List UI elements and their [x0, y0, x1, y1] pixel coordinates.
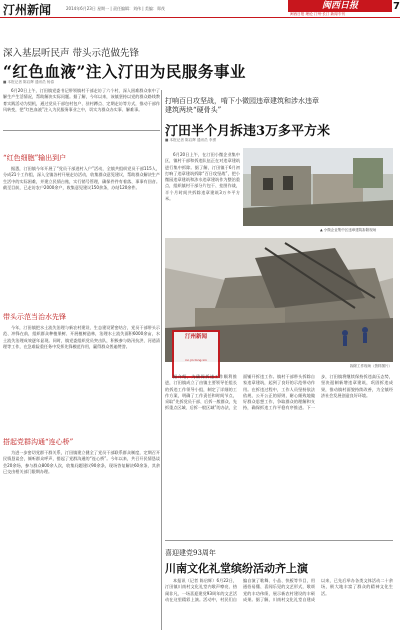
subhead-2: 带头示范当治水先锋 — [3, 313, 66, 321]
stamp-subtitle: rui·jin·tong·xin — [185, 358, 207, 362]
demolition-photo-small — [243, 148, 393, 226]
article-text-3: 为进一步密切党群干群关系，汀田镇建立健全了党员干部联系群众制度，定期召开民情恳谈会，倾听群众呼声，搭起了党群沟通的“连心桥”。今年以来，共召开民情恳谈会20余场，参与群众800余人次，收集问题建议90余条，现场答复解决60余条，其余已交由相关部门限期办理。 — [3, 450, 160, 474]
photo-caption-1: ▲ 小微企业集中区违章建筑拆除现场 — [320, 228, 377, 232]
lead-intro: 6月20日上午，汀田镇党委书记带领镇村干部走访了六个村，深入困难群众家中了解生产生活情况，帮助解决实际问题。据了解，今年以来，该镇坚持以党的群众路线教育实践活动为契机，通过党员干部包村包户、驻村蹲点、定期走访等方式，推动干部作风转变，把“红色血液”注入为民服务事业之中，切实为群众办实事、解难事。 — [3, 88, 160, 112]
lead-kicker: 深入基层听民声 带头示范做先锋 — [3, 48, 140, 59]
bottom-headline: 川南文化礼堂缤纷活动齐上演 — [165, 562, 308, 575]
newspaper-tagline: 闽西日报 理论 汀州·长汀 新闻专刊 — [290, 12, 345, 16]
masthead — [0, 0, 400, 18]
right-intro: 6月20日上午，在汀田小微企业集中区，镇村干部和拆违队伍正在对违章建筑进行集中拆除。据了解，汀田镇于6月初打响了违章建筑拆除“百日攻坚战”，把小微园违章建筑和涉水违章建筑作为整治重点，组织镇村干部分片包干、挂图作战，半个月时间共拆除违章建筑3万多平方米。 — [165, 152, 240, 202]
right-kicker-line2: 建筑两块“硬骨头” — [165, 106, 222, 114]
newspaper-logo: 闽西日报 — [288, 0, 392, 12]
column-divider — [161, 90, 162, 630]
lead-byline: ■ 本报记者 陈启辉 通讯员 杨春 — [3, 80, 55, 84]
photo-caption-2: 拆除工作现场（资料图片） — [350, 364, 392, 368]
lead-headline: “红色血液”注入汀田为民服务事业 — [3, 62, 246, 81]
right-headline: 汀田半个月拆违3万多平方米 — [165, 124, 331, 139]
divider — [3, 130, 160, 131]
issue-meta: 2014年6月23日 星期一 | 责任编辑：刘伟 | 美编：郑茂 — [66, 6, 165, 11]
right-byline: ■ 本报记者 陈启辉 通讯员 李勇 — [165, 138, 217, 142]
article-text-2: 今年，汀田镇把水土流失治理与新农村建设、生态建设紧密结合，党员干部带头示范、冲锋在前，组织群众种植果树、开展植树造林，治理水土流失面积6000余亩，水土流失治理成效逐年显现。同时，镇党委组织党员突击队，积极参与防汛抗洪、河道清理等工作，在急难险重任务中发挥先锋模范作用，赢得群众普遍赞誉。 — [3, 325, 160, 349]
article-text-1: 据悉，汀田镇今年开展了“党员干部进村入户”活动，全镇共组织党员干部115人，分成21个工作组，深入全镇各村开展走访活动，收集群众意见建议，帮助群众解决生产生活中的实际困难，并建立民情台账，实行销号管理，确保件件有着落、事事有回音。截至目前，已走访农户2000余户，收集意见建议150余条，办结120余件。 — [3, 166, 160, 190]
bottom-kicker: 喜迎建党93周年 — [165, 549, 216, 557]
newspaper-stamp-logo — [172, 330, 220, 378]
page-number: 7 — [393, 1, 400, 12]
right-body: 据介绍，为确保拆违工作顺利推进，汀田镇成立了由镇主要领导任组长的拆违工作领导小组，制定了详细的工作方案，明确了工作责任和时间节点，采取“先拆党员干部、后拆一般群众，先拆重点区域、后拆一般区域”的办法，全面铺开拆违工作。镇村干部带头拆除自家违章建筑，起到了良好的示范带动作用。在拆违过程中，工作人员坚持依法依规、公开公正的原则，耐心细致地做好群众思想工作，争取群众的理解和支持，确保拆违工作平稳有序推进。下一步，汀田镇将继续保持拆违高压态势，坚决遏制新增违章建筑，巩固拆违成果，推动镇村面貌持续改善，为全镇经济社会发展创造良好环境。 — [165, 374, 393, 411]
right-kicker-line1: 打响百日攻坚战，啃下小微园违章建筑和涉水违章 — [165, 97, 319, 105]
bottom-body: 本报讯（记者 陈启辉）6月22日，汀田镇川南村文化礼堂内歌声嘹亮、热闹非凡，一场喜迎建党93周年的文艺活动在这里精彩上演。活动中，村民们自编自演了歌舞、小品、快板等节目，用通俗易懂、喜闻乐见的文艺形式，歌颂党的丰功伟绩，展示新农村建设的丰硕成果。据了解，川南村文化礼堂自建成以来，已先后举办各类文体活动二十余场，极大地丰富了群众的精神文化生活。 — [165, 578, 393, 602]
section-title: 汀州新闻 — [3, 3, 52, 17]
divider-bottom — [165, 540, 393, 541]
stamp-title: 汀州新闻 — [184, 334, 207, 340]
subhead-1: “红色细胞”输出到户 — [3, 154, 67, 162]
subhead-3: 搭起党群沟通“连心桥” — [3, 438, 74, 446]
